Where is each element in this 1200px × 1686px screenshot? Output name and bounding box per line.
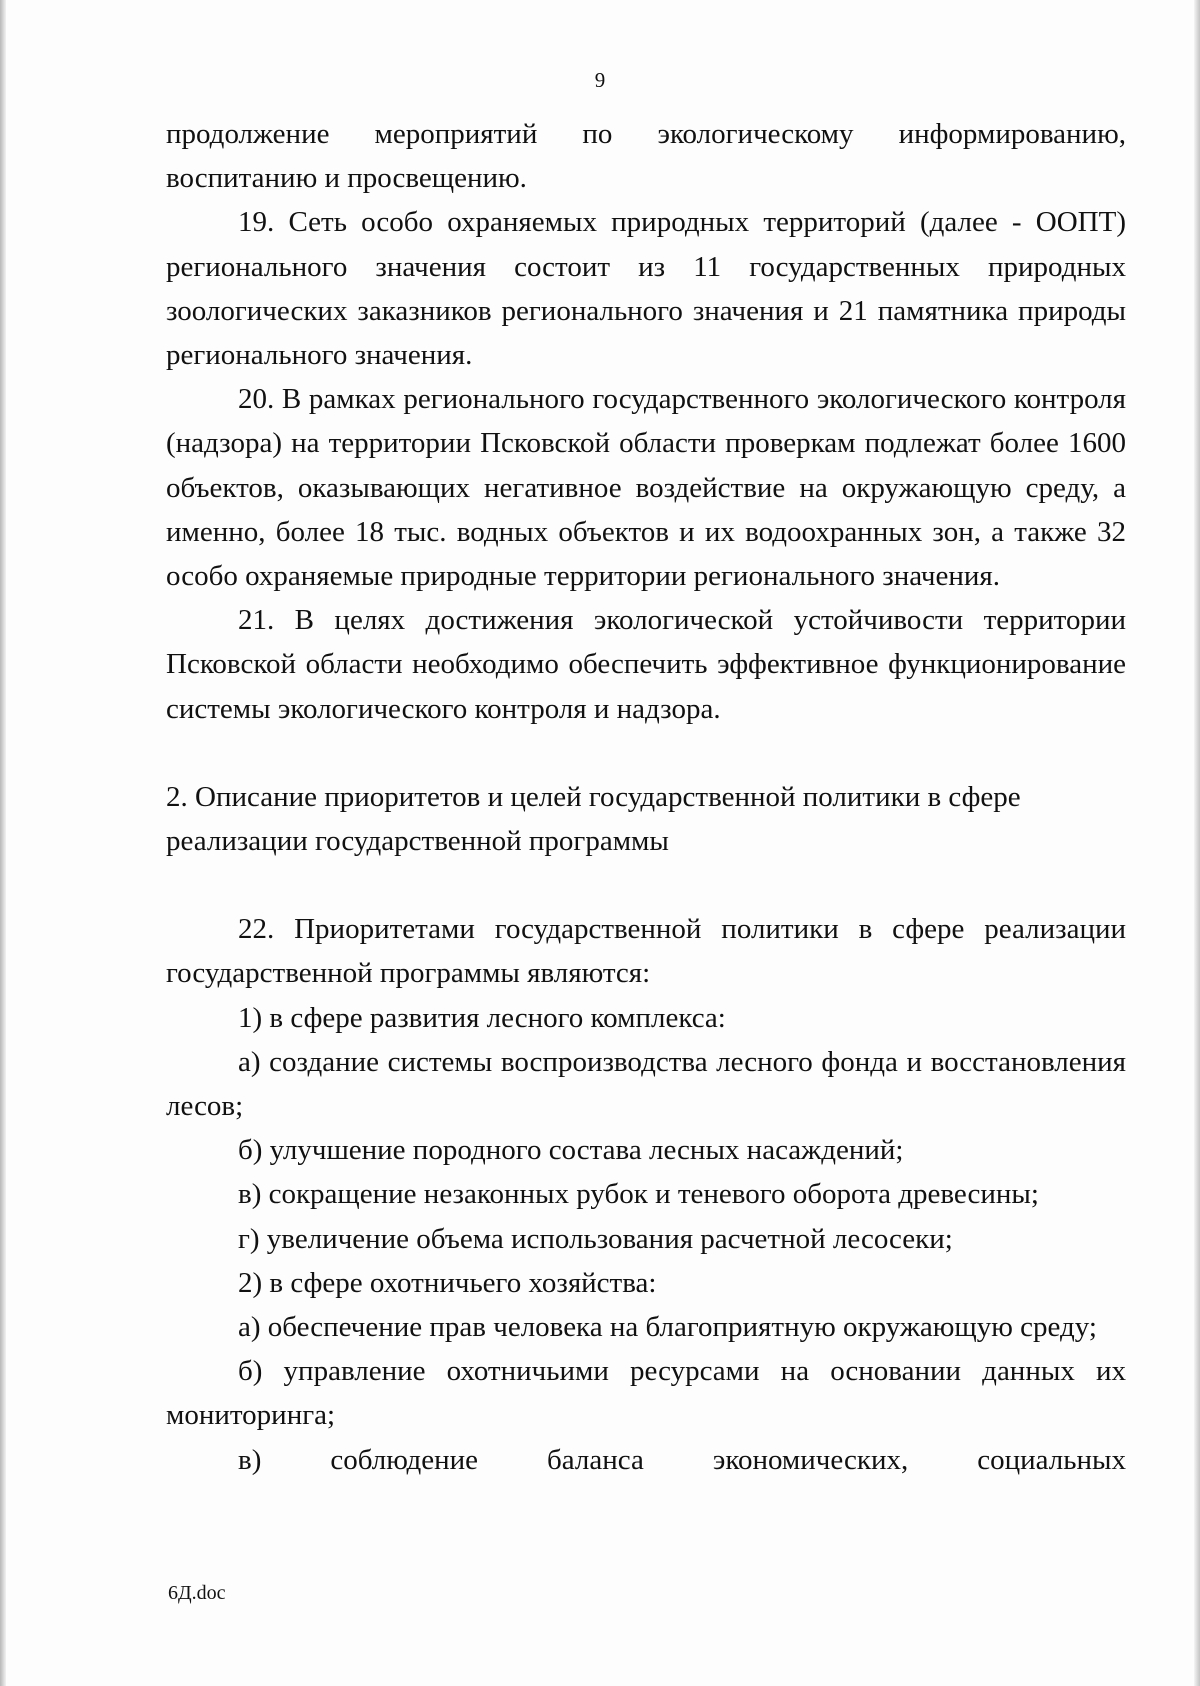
scan-edge-left bbox=[0, 0, 6, 1686]
document-body bbox=[166, 112, 1126, 1482]
list-item-forest-complex: 1) в сфере развития лесного комплекса: bbox=[238, 1001, 726, 1034]
paragraph-22: 22. Приоритетами государственной политики в сфере реализации государственной программы являются: bbox=[166, 913, 1126, 990]
file-name-footer: 6Д.doc bbox=[168, 1582, 226, 1604]
list-item-hunting-v: в) соблюдение баланса экономических, социальных bbox=[238, 1443, 1126, 1476]
list-item-hunting-b: б) управление охотничьими ресурсами на основании данных их мониторинга; bbox=[166, 1355, 1126, 1432]
paragraph-20: 20. В рамках регионального государственного экологического контроля (надзора) на территории Псковской области проверкам подлежат более 1600 объектов, оказывающих негативное воздействие на окружающую среду, а именно, более 18 тыс. водных объектов и их водоохранных зон, а также 32 особо охраняемые природные территории регионального значения. bbox=[166, 383, 1126, 593]
section-heading-line-2: реализации государственной программы bbox=[166, 825, 669, 858]
paragraph-19: 19. Сеть особо охраняемых природных территорий (далее - ООПТ) регионального значения состоит из 11 государственных природных зоологических заказников регионального значения и 21 памятника природы регионального значения. bbox=[166, 206, 1126, 372]
list-item-forest-a: а) создание системы воспроизводства лесного фонда и восстановления лесов; bbox=[166, 1045, 1126, 1123]
scan-edge-right bbox=[1194, 0, 1200, 1686]
paragraph-21: 21. В целях достижения экологической устойчивости территории Псковской области необходимо обеспечить эффективное функционирование системы экологического контроля и надзора. bbox=[166, 604, 1126, 725]
page-number: 9 bbox=[594, 68, 606, 92]
list-item-hunting: 2) в сфере охотничьего хозяйства: bbox=[238, 1266, 657, 1299]
spacer bbox=[166, 731, 1126, 775]
spacer bbox=[166, 863, 1126, 907]
section-heading-line-1: 2. Описание приоритетов и целей государственной политики в сфере bbox=[166, 780, 1021, 813]
list-item-forest-b: б) улучшение породного состава лесных насаждений; bbox=[238, 1134, 904, 1167]
list-item-hunting-a: а) обеспечение прав человека на благоприятную окружающую среду; bbox=[238, 1311, 1097, 1344]
list-item-forest-v: в) сокращение незаконных рубок и теневого оборота древесины; bbox=[238, 1178, 1039, 1211]
paragraph-continuation: продолжение мероприятий по экологическому информированию, воспитанию и просвещению. bbox=[166, 118, 1126, 195]
list-item-forest-g: г) увеличение объема использования расчетной лесосеки; bbox=[238, 1222, 953, 1255]
